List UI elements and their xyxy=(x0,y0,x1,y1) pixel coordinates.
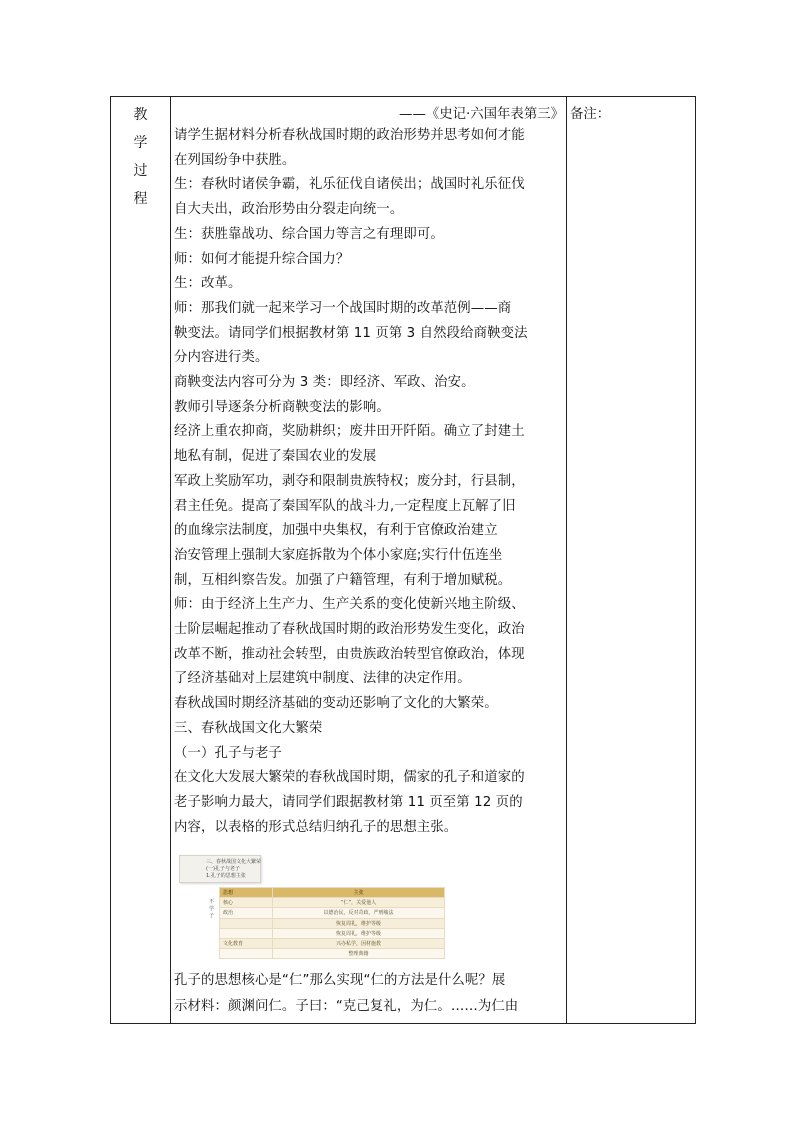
left-marks xyxy=(209,899,214,920)
table-cell: “仁”，关爱他人 xyxy=(273,898,445,908)
text-line: 在列国纷争中获胜。 xyxy=(174,152,296,168)
text-line: 老子影响力最大，请同学们跟据教材第 11 页至第 12 页的 xyxy=(174,794,523,810)
lesson-table xyxy=(110,96,696,1024)
text-line: 君主任免。提高了秦国军队的战斗力,一定程度上瓦解了旧 xyxy=(174,498,516,514)
table-cell xyxy=(220,928,273,938)
text-line: 的血缘宗法制度，加强中央集权，有利于官僚政治建立 xyxy=(174,523,498,539)
table-cell: 恢复周礼，维护等级 xyxy=(273,918,445,928)
text-line: 生：改革。 xyxy=(174,276,242,292)
slide-note-line: (一)孔子与老子 xyxy=(206,866,240,872)
table-row xyxy=(220,949,445,959)
label-char: 教 xyxy=(133,107,148,123)
slide-note-line: 三、春秋战国文化大繁荣 xyxy=(206,859,262,865)
text-line: 改革不断，推动社会转型，由贵族政治转型官僚政治，体现 xyxy=(174,646,525,662)
column-divider-1 xyxy=(170,97,171,1023)
table-row xyxy=(220,888,445,898)
table-cell: 恢复周礼，维护等级 xyxy=(273,928,445,938)
table-cell: 文化教育 xyxy=(220,938,273,948)
table-row xyxy=(220,928,445,938)
slide-note xyxy=(179,855,261,883)
source-quote: ——《史记·六国年表第三》 xyxy=(399,107,564,122)
table-row xyxy=(220,908,445,918)
embedded-table-image xyxy=(179,855,449,963)
left-mark: 子 xyxy=(209,913,215,919)
left-mark: 不 xyxy=(209,899,215,905)
text-line: 了经济基础对上层建筑中制度、法律的决定作用。 xyxy=(174,671,471,687)
text-line: 师：如何才能提升综合国力？ xyxy=(174,251,350,267)
text-line: （一）孔子与老子 xyxy=(174,745,282,761)
text-line: 示材料：颜渊问仁。子曰：“克己复礼，为仁。……为仁由 xyxy=(174,998,519,1014)
table-cell: 思想 xyxy=(220,888,273,898)
text-line: 春秋战国时期经济基础的变动还影响了文化的大繁荣。 xyxy=(174,696,498,712)
label-char: 程 xyxy=(133,191,148,207)
table-cell xyxy=(220,918,273,928)
table-row xyxy=(220,938,445,948)
label-char: 过 xyxy=(133,163,148,179)
table-cell xyxy=(220,949,273,959)
text-line: 生：春秋时诸侯争霸，礼乐征伐自诸侯出；战国时礼乐征伐 xyxy=(174,177,525,193)
table-cell: 核心 xyxy=(220,898,273,908)
table-cell: 政治 xyxy=(220,908,273,918)
text-line: 师：那我们就一起来学习一个战国时期的改革范例——商 xyxy=(174,300,512,316)
text-line: 治安管理上强制大家庭拆散为个体小家庭;实行什伍连坐 xyxy=(174,547,503,563)
confucius-table xyxy=(219,887,445,959)
left-mark: 学 xyxy=(209,906,215,912)
text-line: 军政上奖励军功，剥夺和限制贵族特权；废分封，行县制， xyxy=(174,473,525,489)
text-line: 士阶层崛起推动了春秋战国时期的政治形势发生变化，政治 xyxy=(174,622,525,637)
text-line: 请学生据材料分析春秋战国时期的政治形势并思考如何才能 xyxy=(174,128,525,143)
slide-note-line: 1.孔子的思想主张 xyxy=(206,873,246,879)
text-line: 经济上重农抑商，奖励耕织；废井田开阡陌。确立了封建土 xyxy=(174,424,525,440)
text-line: 内容，以表格的形式总结归纳孔子的思想主张。 xyxy=(174,819,458,835)
text-line: 孔子的思想核心是“仁”那么实现“仁的方法是什么呢？展 xyxy=(174,973,506,988)
text-line: 自大夫出，政治形势由分裂走向统一。 xyxy=(174,202,404,218)
table-cell: 以德治民，反对苛政，严刑峻法 xyxy=(273,908,445,918)
text-line: 制，互相纠察告发。加强了户籍管理，有利于增加赋税。 xyxy=(174,572,512,588)
label-char: 学 xyxy=(133,135,148,151)
table-cell: 兴办私学，因材施教 xyxy=(273,938,445,948)
table-row xyxy=(220,918,445,928)
text-line: 在文化大发展大繁荣的春秋战国时期，儒家的孔子和道家的 xyxy=(174,770,525,786)
notes-label: 备注： xyxy=(570,107,611,122)
text-line: 地私有制，促进了秦国农业的发展 xyxy=(174,449,377,465)
text-line: 鞅变法。请同学们根据教材第 11 页第 3 自然段给商鞅变法 xyxy=(174,325,528,341)
text-line: 师：由于经济上生产力、生产关系的变化使新兴地主阶级、 xyxy=(174,597,525,613)
text-line: 教师引导逐条分析商鞅变法的影响。 xyxy=(174,399,390,415)
text-line: 分内容进行类。 xyxy=(174,350,269,366)
column-divider-2 xyxy=(566,97,567,1023)
text-line: 生：获胜靠战功、综合国力等言之有理即可。 xyxy=(174,226,444,242)
table-row xyxy=(220,898,445,908)
text-line: 三、春秋战国文化大繁荣 xyxy=(174,720,323,736)
table-cell: 主张 xyxy=(273,888,445,898)
content-column xyxy=(174,97,566,1023)
table-cell: 整理典籍 xyxy=(273,949,445,959)
text-line: 商鞅变法内容可分为 3 类：即经济、军政、治安。 xyxy=(174,375,475,390)
